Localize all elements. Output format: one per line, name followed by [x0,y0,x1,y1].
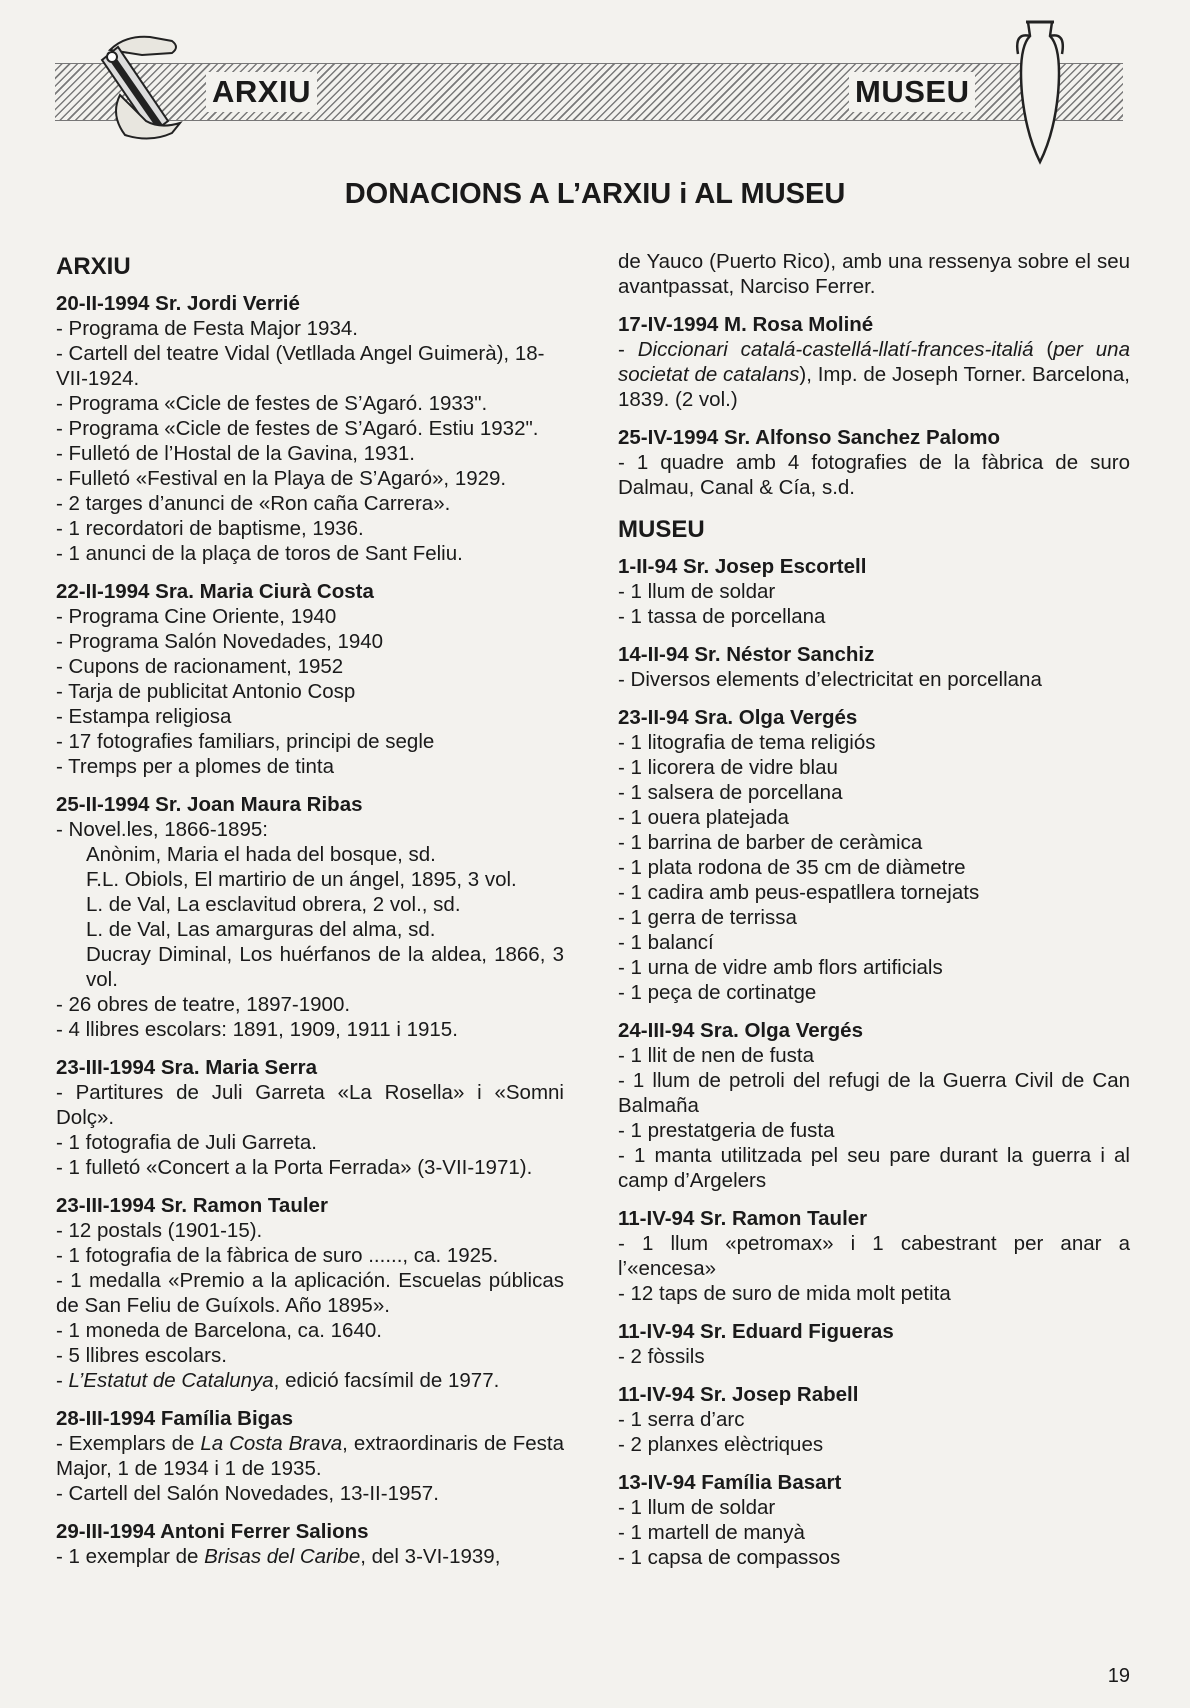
donation-item: - 1 litografia de tema religiós [618,731,876,754]
donation-item: - 1 prestatgeria de fusta [618,1119,835,1142]
donation-head: 25-IV-1994 Sr. Alfonso Sanchez Palomo [618,426,1001,449]
donation-item: - 1 llum de soldar [618,1496,776,1519]
donation-entry [618,1319,1130,1369]
right-column [618,249,1130,1583]
donation-item: - 1 peça de cortinatge [618,981,817,1004]
donation-entry [618,1470,1130,1570]
donation-head: 11-IV-94 Sr. Ramon Tauler [618,1207,868,1230]
book-subtitle: per una societat de catalans [618,338,1130,386]
donation-item: - 1 medalla «Premio a la aplicación. Escuelas públicas de San Feliu de Guíxols. Año 1895». [56,1269,564,1317]
donation-entry [56,1519,564,1569]
donation-item: - Cartell del Salón Novedades, 13-II-1957. [56,1482,439,1505]
donation-item: - 1 plata rodona de 35 cm de diàmetre [618,856,966,879]
donation-item: - 2 targes d’anunci de «Ron caña Carrera». [56,492,451,515]
donation-item: - 17 fotografies familiars, principi de segle [56,730,435,753]
donation-item: - 1 ouera platejada [618,806,789,829]
book-item: L. de Val, Las amarguras del alma, sd. [86,918,436,941]
donation-entry [618,554,1130,629]
donation-item: - Fulletó «Festival en la Playa de S’Agaró», 1929. [56,467,507,490]
donation-entry [618,425,1130,500]
donation-entry [618,1018,1130,1193]
donation-item: - 1 cadira amb peus-espatllera tornejats [618,881,980,904]
donation-item: - 1 serra d’arc [618,1408,745,1431]
donation-item-pre: - 1 exemplar de [56,1545,205,1568]
donation-item: - Programa «Cicle de festes de S’Agaró. 1933". [56,392,488,415]
donation-entry [56,1193,564,1393]
donation-entry [618,1206,1130,1306]
donation-entry [618,1382,1130,1457]
donation-item: - 4 llibres escolars: 1891, 1909, 1911 i 1915. [56,1018,458,1041]
book-title: L’Estatut de Catalunya [68,1369,274,1392]
donation-item-rest: , del 3-VI-1939, [360,1545,501,1568]
donation-entry [56,1055,564,1180]
donation-item: - Diversos elements d’electricitat en porcellana [618,668,1042,691]
donation-item-rest: , extraordinaris de Festa Major, 1 de 1934 i 1 de 1935. [56,1432,564,1480]
donation-item: - Programa «Cicle de festes de S’Agaró. Estiu 1932". [56,417,539,440]
donation-head: 24-III-94 Sra. Olga Vergés [618,1019,863,1042]
donation-item: - 1 llit de nen de fusta [618,1044,815,1067]
page-number: 19 [1107,1665,1130,1687]
donation-item: - 1 balancí [618,931,714,954]
donation-item: - Cartell del teatre Vidal (Vetllada Angel Guimerà), 18-VII-1924. [56,342,545,390]
donation-item: - 1 fotografia de la fàbrica de suro ......, ca. 1925. [56,1244,499,1267]
donation-item: - Estampa religiosa [56,705,232,728]
amphora-icon [1010,14,1070,166]
donation-item: - 12 taps de suro de mida molt petita [618,1282,951,1305]
donation-item: - 1 licorera de vidre blau [618,756,838,779]
donation-item: - 1 fotografia de Juli Garreta. [56,1131,317,1154]
donation-head: 23-II-94 Sra. Olga Vergés [618,706,858,729]
donation-head: 25-II-1994 Sr. Joan Maura Ribas [56,793,363,816]
donation-head: 22-II-1994 Sra. Maria Ciurà Costa [56,580,374,603]
donation-entry [56,792,564,1042]
donation-item: - Fulletó de l’Hostal de la Gavina, 1931. [56,442,415,465]
donation-item: - 1 barrina de barber de ceràmica [618,831,923,854]
book-item: Anònim, Maria el hada del bosque, sd. [86,843,436,866]
donation-head: 23-III-1994 Sr. Ramon Tauler [56,1194,328,1217]
donation-head: 11-IV-94 Sr. Josep Rabell [618,1383,859,1406]
donation-item: - Programa de Festa Major 1934. [56,317,358,340]
donation-item: - 1 llum de petroli del refugi de la Guerra Civil de Can Balmaña [618,1069,1130,1117]
arxiu-column [56,252,564,1582]
donation-item: - 1 tassa de porcellana [618,605,826,628]
header-label-museu: MUSEU [849,72,975,112]
donation-entry [56,1406,564,1506]
section-heading-museu: MUSEU [618,516,705,543]
donation-item: - 1 moneda de Barcelona, ca. 1640. [56,1319,382,1342]
publication-title: La Costa Brava [200,1432,343,1455]
donation-item: - 1 martell de manyà [618,1521,805,1544]
header-label-arxiu: ARXIU [206,72,317,112]
donation-item: - 2 fòssils [618,1345,705,1368]
donation-head: 29-III-1994 Antoni Ferrer Salions [56,1520,369,1543]
donation-item [618,337,1130,412]
donation-item-rest: , edició facsímil de 1977. [273,1369,500,1392]
donation-head: 1-II-94 Sr. Josep Escortell [618,555,867,578]
book-title: Diccionari catalá-castellá-llatí-frances-italiá [637,338,1034,361]
donation-item: - 1 capsa de compassos [618,1546,841,1569]
donation-entry [56,291,564,566]
donation-item: - 26 obres de teatre, 1897-1900. [56,993,351,1016]
donation-item [56,1544,564,1569]
section-heading-arxiu: ARXIU [56,253,131,280]
donation-head: 20-II-1994 Sr. Jordi Verrié [56,292,300,315]
donation-item: - 2 planxes elèctriques [618,1433,824,1456]
donation-item: - 1 llum «petromax» i 1 cabestrant per anar a l’«encesa» [618,1232,1130,1280]
donation-item: - 1 gerra de terrissa [618,906,797,929]
donation-item: - 1 salsera de porcellana [618,781,843,804]
donation-item: - Partitures de Juli Garreta «La Rosella» i «Somni Dolç». [56,1081,564,1129]
book-item: Ducray Diminal, Los huérfanos de la aldea, 1866, 3 vol. [86,943,564,991]
donation-entry [56,579,564,779]
donation-item: - 1 llum de soldar [618,580,776,603]
donation-item: - Tarja de publicitat Antonio Cosp [56,680,356,703]
donation-head: 28-III-1994 Família Bigas [56,1407,294,1430]
donation-head: 17-IV-1994 M. Rosa Moliné [618,313,874,336]
donation-item: - 5 llibres escolars. [56,1344,227,1367]
continued-text: de Yauco (Puerto Rico), amb una ressenya sobre el seu avantpassat, Narciso Ferrer. [618,250,1130,298]
donation-item-rest: ), Imp. de Joseph Torner. Barcelona, 1839. (2 vol.) [618,363,1130,411]
donation-entry [618,312,1130,412]
page-title: DONACIONS A L’ARXIU i AL MUSEU [344,178,846,210]
donation-item: - Novel.les, 1866-1895: [56,818,268,841]
donation-item: - 1 quadre amb 4 fotografies de la fàbrica de suro Dalmau, Canal & Cía, s.d. [618,451,1130,499]
donation-item: - 1 urna de vidre amb flors artificials [618,956,943,979]
donation-entry [618,705,1130,1005]
donation-item: - Tremps per a plomes de tinta [56,755,335,778]
donation-item [56,1368,564,1393]
book-item: L. de Val, La esclavitud obrera, 2 vol., sd. [86,893,461,916]
donation-head: 23-III-1994 Sra. Maria Serra [56,1056,317,1079]
continued-entry [618,249,1130,299]
donation-item: - 12 postals (1901-15). [56,1219,263,1242]
dash: - [56,1369,69,1392]
donation-item: - 1 recordatori de baptisme, 1936. [56,517,364,540]
donation-item: - 1 manta utilitzada pel seu pare durant la guerra i al camp d’Argelers [618,1144,1130,1192]
book-item: F.L. Obiols, El martirio de un ángel, 1895, 3 vol. [86,868,517,891]
donation-head: 14-II-94 Sr. Néstor Sanchiz [618,643,875,666]
scroll-icon [80,25,200,145]
donation-entry [618,642,1130,692]
donation-item-pre: - [618,338,638,361]
donation-item: - Cupons de racionament, 1952 [56,655,344,678]
donation-item: - Programa Cine Oriente, 1940 [56,605,337,628]
donation-item-mid: ( [1033,338,1054,361]
donation-head: 11-IV-94 Sr. Eduard Figueras [618,1320,894,1343]
donation-item: - Programa Salón Novedades, 1940 [56,630,384,653]
donation-head: 13-IV-94 Família Basart [618,1471,842,1494]
donation-item [56,1431,564,1481]
donation-item: - 1 fulletó «Concert a la Porta Ferrada» (3-VII-1971). [56,1156,533,1179]
donation-item: - 1 anunci de la plaça de toros de Sant Feliu. [56,542,463,565]
publication-title: Brisas del Caribe [204,1545,361,1568]
donation-item-pre: - Exemplars de [56,1432,201,1455]
